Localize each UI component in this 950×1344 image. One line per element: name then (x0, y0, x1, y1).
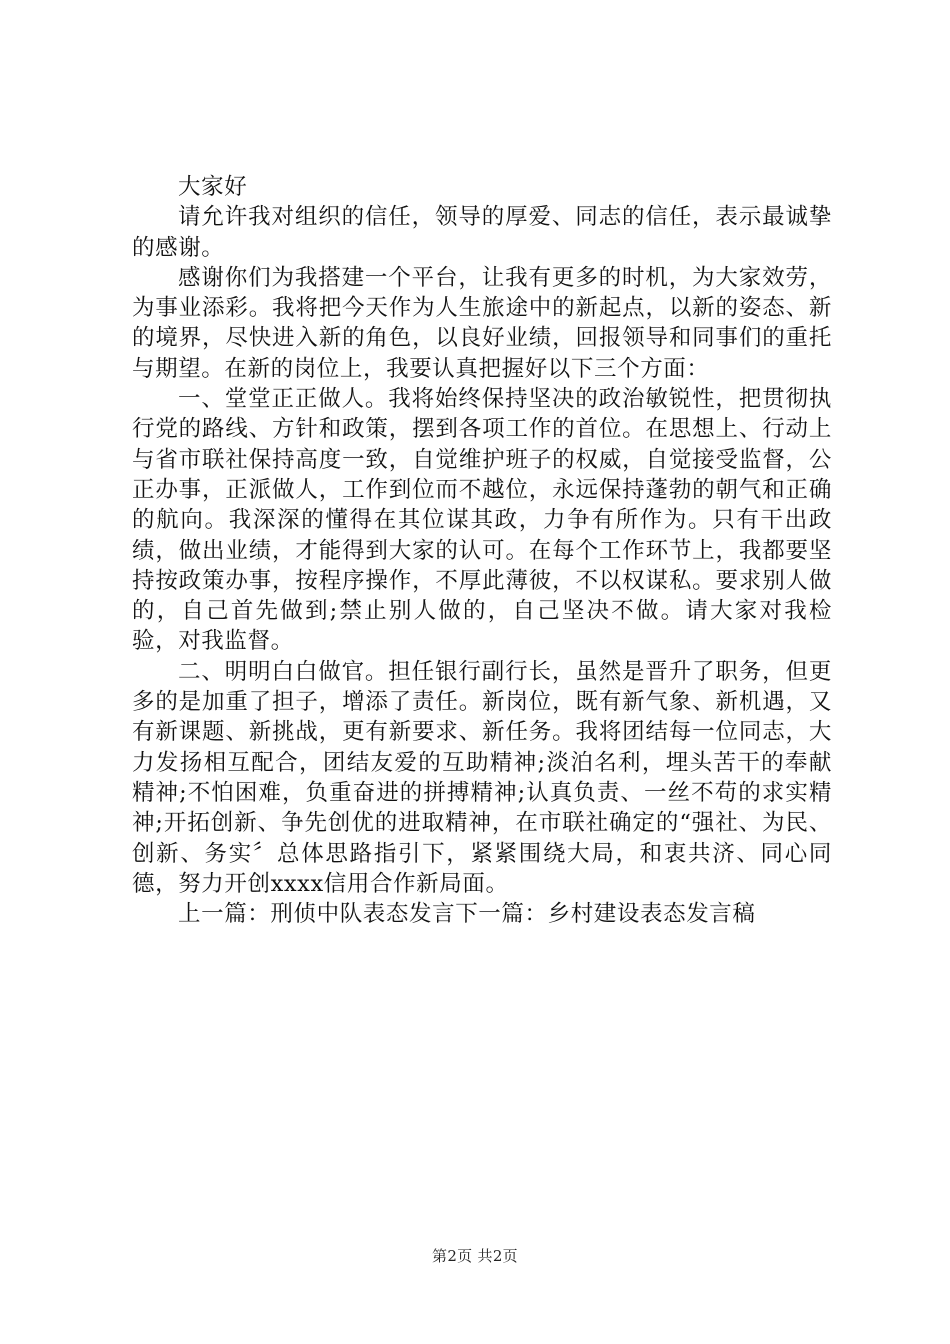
paragraph-point-one: 一、堂堂正正做人。我将始终保持坚决的政治敏锐性，把贯彻执行党的路线、方针和政策，摆到各项工作的首位。在思想上、行动上与省市联社保持高度一致，自觉维护班子的权威，自觉接受监督，公正办事，正派做人，工作到位而不越位，永远保持蓬勃的朝气和正确的航向。我深深的懂得在其位谋其政，力争有所作为。只有干出政绩，做出业绩，才能得到大家的认可。在每个工作环节上，我都要坚持按政策办事，按程序操作，不厚此薄彼，不以权谋私。要求别人做的，自己首先做到;禁止别人做的，自己坚决不做。请大家对我检验，对我监督。 (132, 386, 832, 655)
page-number-footer: 第2页 共2页 (432, 1247, 518, 1265)
document-body (132, 172, 832, 929)
prev-next-navigation: 上一篇：刑侦中队表态发言下一篇：乡村建设表态发言稿 (178, 901, 756, 928)
paragraph-point-two: 二、明明白白做官。担任银行副行长，虽然是晋升了职务，但更多的是加重了担子，增添了责任。新岗位，既有新气象、新机遇，又有新课题、新挑战，更有新要求、新任务。我将团结每一位同志，大力发扬相互配合，团结友爱的互助精神;淡泊名利，埋头苦干的奉献精神;不怕困难，负重奋进的拼搏精神;认真负责、一丝不苟的求实精神;开拓创新、争先创优的进取精神，在市联社确定的“强社、为民、创新、务实〞总体思路指引下，紧紧围绕大局，和衷共济、同心同德，努力开创xxxx信用合作新局面。 (132, 658, 832, 897)
greeting: 大家好 (178, 174, 248, 200)
paragraph-thanks: 请允许我对组织的信任，领导的厚爱、同志的信任，表示最诚挚的感谢。 (132, 204, 832, 261)
paragraph-platform: 感谢你们为我搭建一个平台，让我有更多的时机，为大家效劳，为事业添彩。我将把今天作为人生旅途中的新起点，以新的姿态、新的境界，尽快进入新的角色，以良好业绩，回报领导和同事们的重托与期望。在新的岗位上，我要认真把握好以下三个方面： (132, 264, 832, 382)
